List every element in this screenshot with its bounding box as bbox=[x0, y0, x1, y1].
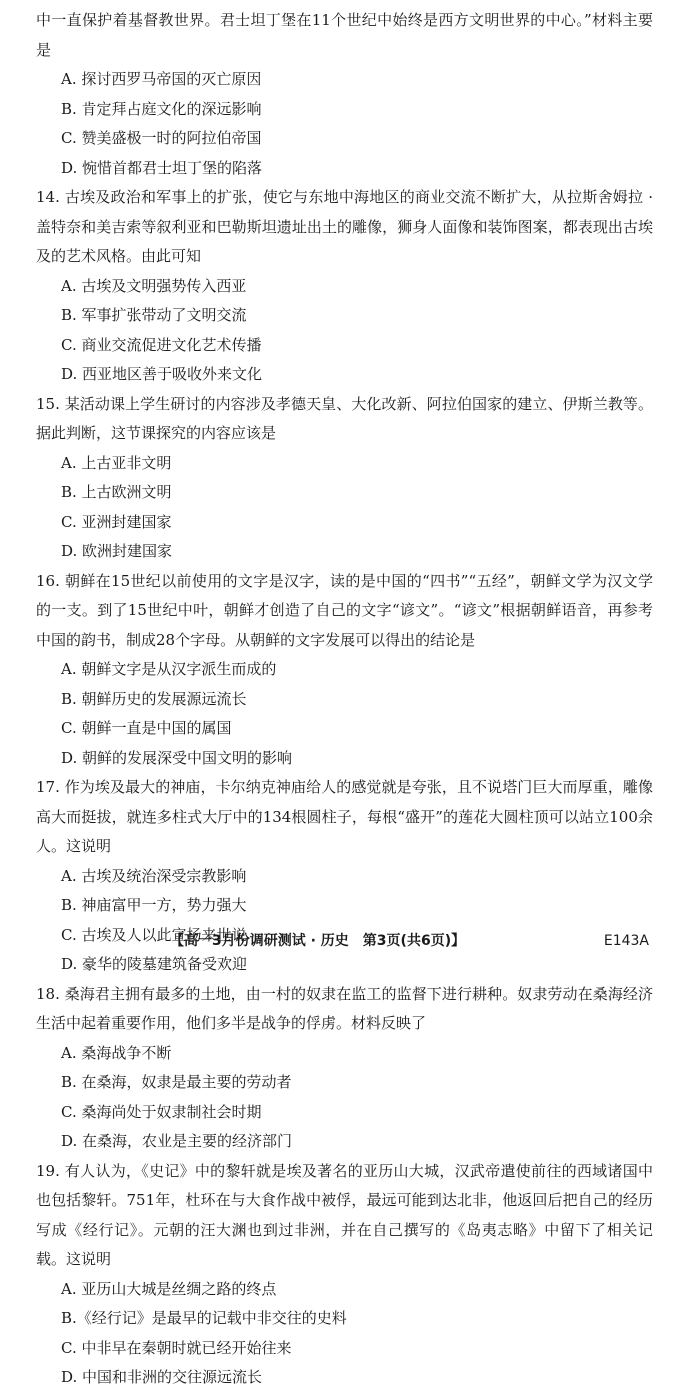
answer-option: B. 军事扩张带动了文明交流 bbox=[61, 306, 247, 324]
question-stem: 18. 桑海君主拥有最多的土地，由一村的奴隶在监工的监督下进行耕种。奴隶劳动在桑海经济生活中起着重要作用，他们多半是战争的俘虏。材料反映了 bbox=[36, 984, 653, 1032]
answer-option: A. 探讨西罗马帝国的灭亡原因 bbox=[61, 70, 262, 88]
answer-option: B.《经行记》是最早的记载中非交往的史料 bbox=[61, 1309, 347, 1327]
answer-option: D. 在桑海，农业是主要的经济部门 bbox=[61, 1132, 293, 1150]
question-list bbox=[36, 6, 653, 1393]
option-list bbox=[36, 449, 653, 567]
option-list bbox=[36, 272, 653, 390]
question-stem: 15. 某活动课上学生研讨的内容涉及孝德天皇、大化改新、阿拉伯国家的建立、伊斯兰教等。据此判断，这节课探究的内容应该是 bbox=[36, 394, 653, 442]
answer-option: C. 商业交流促进文化艺术传播 bbox=[61, 335, 262, 354]
question-block bbox=[36, 390, 653, 567]
footer-title: 【高一3月份调研测试 · 历史 第3页(共6页)】 bbox=[170, 933, 466, 949]
answer-option: A. 桑海战争不断 bbox=[61, 1043, 172, 1062]
answer-option: A. 上古亚非文明 bbox=[61, 453, 172, 472]
question-block bbox=[36, 1157, 653, 1393]
answer-option: A. 朝鲜文字是从汉字派生而成的 bbox=[61, 660, 277, 678]
answer-option: D. 惋惜首都君士坦丁堡的陷落 bbox=[61, 158, 263, 177]
question-block bbox=[36, 567, 653, 774]
option-list bbox=[36, 1275, 653, 1393]
question-stem: 19. 有人认为，《史记》中的黎轩就是埃及著名的亚历山大城，汉武帝遣使前往的西域诸国中也包括黎轩。751年，杜环在与大食作战中被俘，最远可能到达北非，他返回后把自己的经历写成《经行记》。元朝的汪大渊也到过非洲，并在自己撰写的《岛夷志略》中留下了相关记载。这说明 bbox=[36, 1161, 653, 1268]
question-stem: 17. 作为埃及最大的神庙，卡尔纳克神庙给人的感觉就是夸张，且不说塔门巨大而厚重，雕像高大而挺拔，就连多柱式大厅中的134根圆柱子，每根“盛开”的莲花大圆柱顶可以站立100余人。这说明 bbox=[36, 778, 653, 855]
question-stem: 16. 朝鲜在15世纪以前使用的文字是汉字，读的是中国的“四书”“五经”，朝鲜文学为汉文学的一支。到了15世纪中叶，朝鲜才创造了自己的文字“谚文”。“谚文”根据朝鲜语音，再参考中国的韵书，制成28个字母。从朝鲜的文字发展可以得出的结论是 bbox=[36, 571, 653, 649]
answer-option: A. 亚历山大城是丝绸之路的终点 bbox=[61, 1279, 277, 1298]
answer-option: D. 欧洲封建国家 bbox=[61, 542, 173, 560]
answer-option: C. 亚洲封建国家 bbox=[61, 512, 172, 531]
answer-option: C. 赞美盛极一时的阿拉伯帝国 bbox=[61, 129, 262, 147]
answer-option: D. 豪华的陵墓建筑备受欢迎 bbox=[61, 955, 248, 973]
answer-option: B. 在桑海，奴隶是最主要的劳动者 bbox=[61, 1073, 292, 1091]
option-list bbox=[36, 1039, 653, 1157]
answer-option: D. 中国和非洲的交往源远流长 bbox=[61, 1368, 263, 1386]
paper-code: E143A bbox=[603, 933, 649, 949]
answer-option: D. 西亚地区善于吸收外来文化 bbox=[61, 365, 263, 383]
answer-option: A. 古埃及统治深受宗教影响 bbox=[61, 866, 247, 885]
question-block bbox=[36, 183, 653, 390]
question-block bbox=[36, 6, 653, 183]
option-list bbox=[36, 655, 653, 773]
answer-option: A. 古埃及文明强势传入西亚 bbox=[61, 276, 247, 295]
option-list bbox=[36, 65, 653, 183]
option-list bbox=[36, 862, 653, 980]
question-stem: 14. 古埃及政治和军事上的扩张，使它与东地中海地区的商业交流不断扩大，从拉斯舍姆拉 · 盖特奈和美吉索等叙利亚和巴勒斯坦遗址出土的雕像，狮身人面像和装饰图案，都表现出古埃及的艺术风格。由此可知 bbox=[36, 188, 653, 265]
answer-option: C. 朝鲜一直是中国的属国 bbox=[61, 719, 232, 737]
question-block bbox=[36, 980, 653, 1157]
answer-option: C. 桑海尚处于奴隶制社会时期 bbox=[61, 1102, 262, 1121]
answer-option: D. 朝鲜的发展深受中国文明的影响 bbox=[61, 748, 293, 767]
answer-option: B. 肯定拜占庭文化的深远影响 bbox=[61, 99, 262, 118]
question-stem: 中一直保护着基督教世界。君士坦丁堡在11个世纪中始终是西方文明世界的中心。”材料主要是 bbox=[36, 11, 653, 59]
answer-option: B. 朝鲜历史的发展源远流长 bbox=[61, 689, 247, 708]
page-footer bbox=[0, 929, 677, 953]
answer-option: C. 古埃及人以此宣扬来世说 bbox=[61, 925, 247, 944]
answer-option: B. 神庙富甲一方，势力强大 bbox=[61, 896, 247, 914]
answer-option: B. 上古欧洲文明 bbox=[61, 483, 172, 501]
answer-option: C. 中非早在秦朝时就已经开始往来 bbox=[61, 1338, 292, 1357]
